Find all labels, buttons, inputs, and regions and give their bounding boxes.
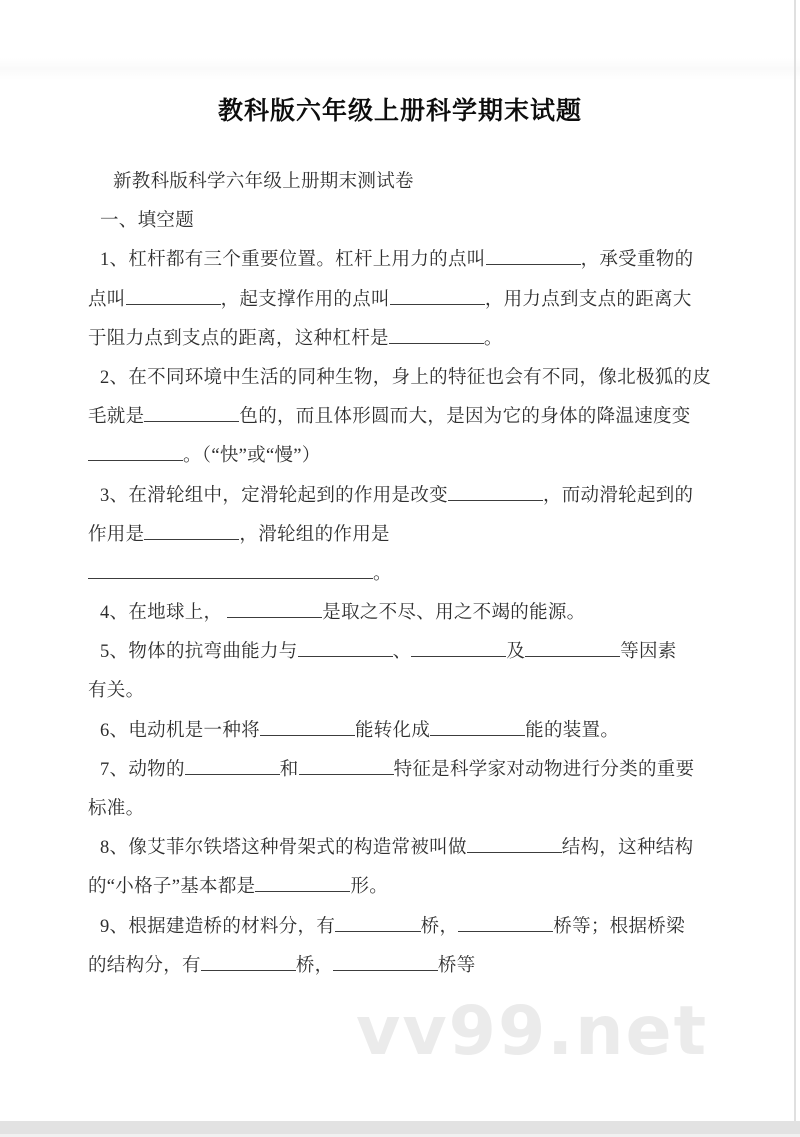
fill-in-blank: [255, 875, 350, 892]
text-line-q8-line-1: 8、像艾菲尔铁塔这种骨架式的构造常被叫做 结构，这种结构: [100, 838, 694, 859]
fill-in-blank: [458, 915, 553, 932]
fill-in-blank: [486, 248, 581, 265]
text-line-subtitle: 新教科版科学六年级上册期末测试卷: [113, 172, 414, 192]
fill-in-blank: [227, 601, 322, 618]
fill-in-blank: [201, 954, 296, 971]
document-body: [88, 163, 748, 986]
fill-in-blank: [299, 758, 394, 775]
text-line-q1-line-1: 1、杠杆都有三个重要位置。杠杆上用力的点叫 ，承受重物的: [100, 250, 694, 271]
text-line-q2-line-1: 2、在不同环境中生活的同种生物，身上的特征也会有不同，像北极狐的皮: [100, 367, 712, 388]
fill-in-blank: [448, 484, 543, 501]
text-line-q8-line-2: 的“小格子”基本都是 形。: [88, 877, 389, 898]
fill-in-blank: [260, 719, 355, 736]
document-title: 教科版六年级上册科学期末试题: [217, 97, 582, 125]
text-line-q2-line-2: 毛就是 色的，而且体形圆而大，是因为它的身体的降温速度变: [88, 407, 691, 428]
text-line-q7-line-1: 7、动物的 和 特征是科学家对动物进行分类的重要: [100, 759, 695, 780]
text-line-section-1-heading: 一、填空题: [100, 211, 195, 232]
fill-in-blank: [390, 288, 485, 305]
text-line-q2-line-3: 。（“快”或“慢”）: [88, 437, 748, 476]
watermark: vv99.net: [356, 992, 709, 1071]
text-line-q7-line-2: 标准。: [88, 799, 145, 819]
fill-in-blank: [298, 640, 393, 657]
fill-in-blank: [144, 523, 239, 540]
text-line-q4-line-1: 4、在地球上， 是取之不尽、用之不竭的能源。: [100, 603, 586, 624]
text-line-q5-line-2: 有关。: [88, 681, 145, 702]
fill-in-blank: [88, 444, 183, 461]
fill-in-blank: [389, 327, 484, 344]
fill-in-blank: [525, 640, 620, 657]
text-line-q9-line-2: 的结构分，有 桥， 桥等: [88, 955, 476, 976]
text-line-q3-line-1: 3、在滑轮组中，定滑轮起到的作用是改变 ，而动滑轮起到的: [100, 485, 694, 506]
fill-in-blank: [467, 836, 562, 853]
fill-in-blank: [333, 954, 438, 971]
text-line-q9-line-1: 9、根据建造桥的材料分，有 桥， 桥等；根据桥梁: [100, 916, 685, 937]
fill-in-blank: [144, 405, 239, 422]
text-line-q3-line-2: 作用是 ，滑轮组的作用是: [88, 524, 390, 545]
scan-artifact-top: [0, 58, 800, 80]
text-line-q6-line-1: 6、电动机是一种将 能转化成 能的装置。: [100, 720, 620, 741]
fill-in-blank: [411, 640, 506, 657]
scan-band-bottom: [0, 1121, 800, 1134]
page-edge-right: [794, 0, 796, 1137]
fill-in-blank: [335, 915, 421, 932]
text-line-q1-line-3: 于阻力点到支点的距离，这种杠杆是 。: [88, 328, 503, 349]
fill-in-blank: [430, 719, 525, 736]
fill-in-blank: [185, 758, 280, 775]
text-line-q5-line-1: 5、物体的抗弯曲能力与 、 及 等因素: [100, 642, 677, 663]
text-line-q1-line-2: 点叫 ，起支撑作用的点叫 ，用力点到支点的距离大: [88, 289, 692, 310]
text-line-q3-line-3: 。: [88, 555, 748, 594]
fill-in-blank: [88, 562, 373, 579]
fill-in-blank: [126, 288, 221, 305]
